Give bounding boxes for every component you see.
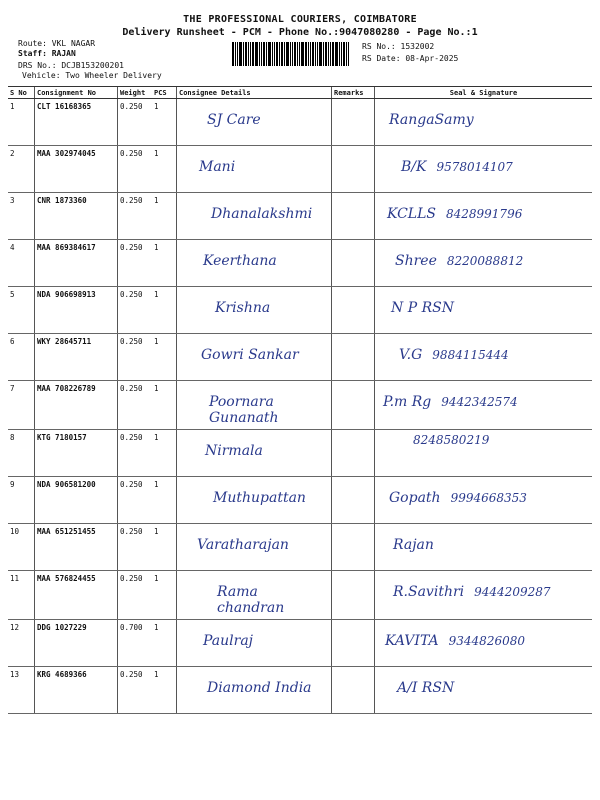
row-consignee: [177, 667, 332, 714]
consignee-handwriting: Nirmala: [205, 443, 263, 459]
row-seal: [375, 334, 593, 381]
row-pcs: 1: [152, 287, 177, 334]
row-remarks: [332, 667, 375, 714]
row-consignee: [177, 571, 332, 620]
row-sno: 1: [8, 99, 35, 146]
row-pcs: 1: [152, 620, 177, 667]
vehicle-label: Vehicle: Two Wheeler Delivery: [22, 71, 162, 80]
signature-handwriting: B/K: [401, 159, 427, 175]
row-weight: 0.250: [118, 334, 153, 381]
row-weight: 0.250: [118, 477, 153, 524]
table-row: [8, 381, 592, 430]
row-remarks: [332, 146, 375, 193]
row-sno: 11: [8, 571, 35, 620]
barcode: [232, 42, 354, 66]
row-weight: 0.250: [118, 571, 153, 620]
table-row: [8, 99, 592, 146]
consignee-handwriting: Poornara Gunanath: [209, 394, 279, 426]
row-weight: 0.250: [118, 146, 153, 193]
row-sno: 5: [8, 287, 35, 334]
runsheet-title: Delivery Runsheet - PCM - Phone No.:9047080280 - Page No.:1: [122, 27, 478, 38]
consignee-handwriting: Gowri Sankar: [201, 347, 299, 363]
row-pcs: 1: [152, 99, 177, 146]
consignee-handwriting: Diamond India: [207, 680, 312, 696]
row-consignment-no: WKY 28645711: [35, 334, 118, 381]
phone-handwriting: 9578014107: [436, 160, 513, 174]
consignee-handwriting: Keerthana: [203, 253, 277, 269]
row-seal: [375, 193, 593, 240]
row-pcs: 1: [152, 430, 177, 477]
row-consignment-no: NDA 906581200: [35, 477, 118, 524]
row-seal: [375, 381, 593, 430]
phone-handwriting: 9884115444: [432, 348, 509, 362]
phone-handwriting: 8220088812: [446, 254, 524, 268]
row-consignment-no: MAA 869384617: [35, 240, 118, 287]
consignee-handwriting: Dhanalakshmi: [211, 206, 313, 222]
row-sno: 13: [8, 667, 35, 714]
company-title: THE PROFESSIONAL COURIERS, COIMBATORE: [183, 14, 417, 25]
phone-handwriting: 9444209287: [474, 585, 551, 599]
signature-handwriting: Gopath: [389, 490, 441, 506]
col-consignment: Consignment No: [35, 87, 118, 99]
row-remarks: [332, 240, 375, 287]
row-sno: 7: [8, 381, 35, 430]
row-remarks: [332, 381, 375, 430]
row-consignment-no: KRG 4689366: [35, 667, 118, 714]
row-weight: 0.700: [118, 620, 153, 667]
col-remarks: Remarks: [332, 87, 375, 99]
signature-handwriting: KAVITA: [385, 633, 439, 649]
row-consignee: [177, 240, 332, 287]
consignee-handwriting: Muthupattan: [213, 490, 306, 506]
row-pcs: 1: [152, 477, 177, 524]
row-consignee: [177, 430, 332, 477]
row-weight: 0.250: [118, 240, 153, 287]
row-remarks: [332, 99, 375, 146]
runsheet-table: [8, 86, 592, 714]
row-consignee: [177, 334, 332, 381]
consignee-handwriting: Krishna: [215, 300, 271, 316]
row-consignee: [177, 193, 332, 240]
row-remarks: [332, 193, 375, 240]
table-header-row: [8, 87, 592, 99]
row-weight: 0.250: [118, 381, 153, 430]
row-sno: 6: [8, 334, 35, 381]
row-consignment-no: KTG 7180157: [35, 430, 118, 477]
table-row: [8, 430, 592, 477]
row-consignee: [177, 146, 332, 193]
consignee-handwriting: Rama chandran: [217, 584, 285, 616]
row-consignment-no: MAA 302974045: [35, 146, 118, 193]
row-pcs: 1: [152, 667, 177, 714]
row-seal: [375, 146, 593, 193]
table-row: [8, 240, 592, 287]
row-seal: [375, 477, 593, 524]
phone-handwriting: 9994668353: [450, 491, 527, 505]
signature-handwriting: Rajan: [393, 537, 434, 553]
col-seal: Seal & Signature: [375, 87, 593, 99]
table-row: [8, 571, 592, 620]
col-pcs: PCS: [152, 87, 177, 99]
row-weight: 0.250: [118, 193, 153, 240]
row-remarks: [332, 287, 375, 334]
row-consignee: [177, 477, 332, 524]
row-consignee: [177, 381, 332, 430]
phone-handwriting: 9344826080: [448, 634, 525, 648]
col-sno: S No: [8, 87, 35, 99]
table-row: [8, 146, 592, 193]
consignee-handwriting: Mani: [199, 159, 236, 175]
signature-handwriting: A/I RSN: [397, 680, 455, 696]
row-sno: 12: [8, 620, 35, 667]
row-remarks: [332, 477, 375, 524]
row-seal: [375, 287, 593, 334]
consignee-handwriting: Varatharajan: [197, 537, 289, 553]
row-pcs: 1: [152, 240, 177, 287]
row-seal: [375, 99, 593, 146]
row-remarks: [332, 524, 375, 571]
row-seal: [375, 620, 593, 667]
row-consignment-no: NDA 906698913: [35, 287, 118, 334]
row-pcs: 1: [152, 334, 177, 381]
signature-handwriting: KCLLS: [387, 206, 436, 222]
row-consignment-no: CLT 16168365: [35, 99, 118, 146]
row-remarks: [332, 334, 375, 381]
row-consignee: [177, 524, 332, 571]
row-remarks: [332, 571, 375, 620]
signature-handwriting: RangaSamy: [389, 112, 474, 128]
row-weight: 0.250: [118, 287, 153, 334]
row-pcs: 1: [152, 146, 177, 193]
signature-handwriting: V.G: [399, 347, 423, 363]
route-label: Route: VKL NAGAR: [18, 39, 96, 48]
row-seal: [375, 430, 593, 477]
row-pcs: 1: [152, 193, 177, 240]
row-sno: 8: [8, 430, 35, 477]
table-row: [8, 667, 592, 714]
phone-handwriting: 9442342574: [441, 395, 518, 409]
row-consignee: [177, 287, 332, 334]
row-seal: [375, 240, 593, 287]
table-row: [8, 620, 592, 667]
table-row: [8, 477, 592, 524]
row-sno: 4: [8, 240, 35, 287]
signature-handwriting: R.Savithri: [393, 584, 465, 600]
drs-label: DRS No.: DCJB153200201: [18, 61, 124, 70]
row-weight: 0.250: [118, 667, 153, 714]
row-consignment-no: DDG 1027229: [35, 620, 118, 667]
consignee-handwriting: SJ Care: [207, 112, 261, 128]
row-seal: [375, 667, 593, 714]
row-weight: 0.250: [118, 524, 153, 571]
signature-handwriting: Shree: [395, 253, 437, 269]
signature-handwriting: N P RSN: [391, 300, 454, 316]
phone-handwriting: 8428991796: [445, 207, 523, 221]
row-consignment-no: MAA 651251455: [35, 524, 118, 571]
row-seal: [375, 524, 593, 571]
staff-label: Staff: RAJAN: [18, 49, 76, 58]
row-remarks: [332, 620, 375, 667]
row-remarks: [332, 430, 375, 477]
row-seal: [375, 571, 593, 620]
table-row: [8, 334, 592, 381]
table-row: [8, 524, 592, 571]
row-sno: 2: [8, 146, 35, 193]
consignee-handwriting: Paulraj: [203, 633, 254, 649]
row-pcs: 1: [152, 571, 177, 620]
col-weight: Weight: [118, 87, 153, 99]
row-consignee: [177, 620, 332, 667]
rs-date: RS Date: 08-Apr-2025: [362, 54, 459, 63]
table-row: [8, 193, 592, 240]
phone-handwriting: 8248580219: [413, 433, 490, 447]
row-sno: 10: [8, 524, 35, 571]
col-consignee: Consignee Details: [177, 87, 332, 99]
row-consignee: [177, 99, 332, 146]
rs-number: RS No.: 1532002: [362, 42, 435, 51]
row-pcs: 1: [152, 381, 177, 430]
row-sno: 3: [8, 193, 35, 240]
row-consignment-no: MAA 576824455: [35, 571, 118, 620]
signature-handwriting: P.m Rg: [383, 394, 432, 410]
row-sno: 9: [8, 477, 35, 524]
row-weight: 0.250: [118, 99, 153, 146]
table-row: [8, 287, 592, 334]
row-weight: 0.250: [118, 430, 153, 477]
row-consignment-no: MAA 708226789: [35, 381, 118, 430]
row-consignment-no: CNR 1873360: [35, 193, 118, 240]
row-pcs: 1: [152, 524, 177, 571]
